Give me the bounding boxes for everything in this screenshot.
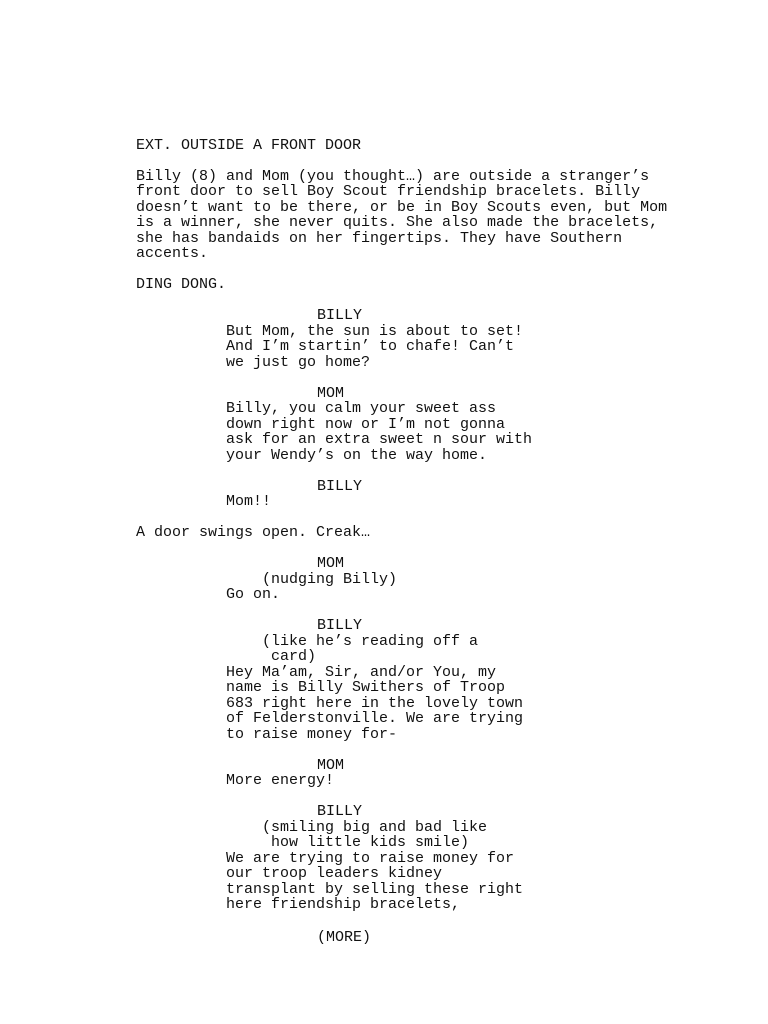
parenthetical: card) [271,648,317,665]
action-line: DING DONG. [136,276,227,293]
dialogue-line: to raise money for- [226,726,398,743]
dialogue-line: here friendship bracelets, [226,896,461,913]
action-line: accents. [136,245,209,262]
dialogue-line: We are trying to raise money for [226,850,515,867]
character-name: MOM [317,757,345,774]
character-name: MOM [317,555,345,572]
parenthetical: how little kids smile) [271,834,470,851]
character-name: BILLY [317,617,363,634]
dialogue-line: Billy, you calm your sweet ass [226,400,497,417]
character-name: BILLY [317,478,363,495]
parenthetical: (nudging Billy) [262,571,398,588]
dialogue-line: transplant by selling these right [226,881,524,898]
character-name: BILLY [317,307,363,324]
dialogue-line: Hey Ma’am, Sir, and/or You, my [226,664,497,681]
parenthetical: (like he’s reading off a [262,633,479,650]
dialogue-line: Go on. [226,586,281,603]
parenthetical: (smiling big and bad like [262,819,488,836]
action-line: is a winner, she never quits. She also made the bracelets, [136,214,659,231]
scene-heading: EXT. OUTSIDE A FRONT DOOR [136,137,362,154]
dialogue-line: More energy! [226,772,335,789]
action-line: front door to sell Boy Scout friendship bracelets. Billy [136,183,641,200]
dialogue-line: Mom!! [226,493,272,510]
action-line: A door swings open. Creak… [136,524,371,541]
dialogue-line: our troop leaders kidney [226,865,443,882]
character-name: BILLY [317,803,363,820]
dialogue-line: ask for an extra sweet n sour with [226,431,533,448]
more-continuation: (MORE) [317,929,372,946]
action-line: she has bandaids on her fingertips. They have Southern [136,230,623,247]
dialogue-line: But Mom, the sun is about to set! [226,323,524,340]
dialogue-line: And I’m startin’ to chafe! Can’t [226,338,515,355]
action-line: Billy (8) and Mom (you thought…) are outside a stranger’s [136,168,650,185]
dialogue-line: of Felderstonville. We are trying [226,710,524,727]
dialogue-line: 683 right here in the lovely town [226,695,524,712]
character-name: MOM [317,385,345,402]
dialogue-line: we just go home? [226,354,371,371]
dialogue-line: down right now or I’m not gonna [226,416,506,433]
dialogue-line: your Wendy’s on the way home. [226,447,488,464]
dialogue-line: name is Billy Swithers of Troop [226,679,506,696]
action-line: doesn’t want to be there, or be in Boy Scouts even, but Mom [136,199,668,216]
